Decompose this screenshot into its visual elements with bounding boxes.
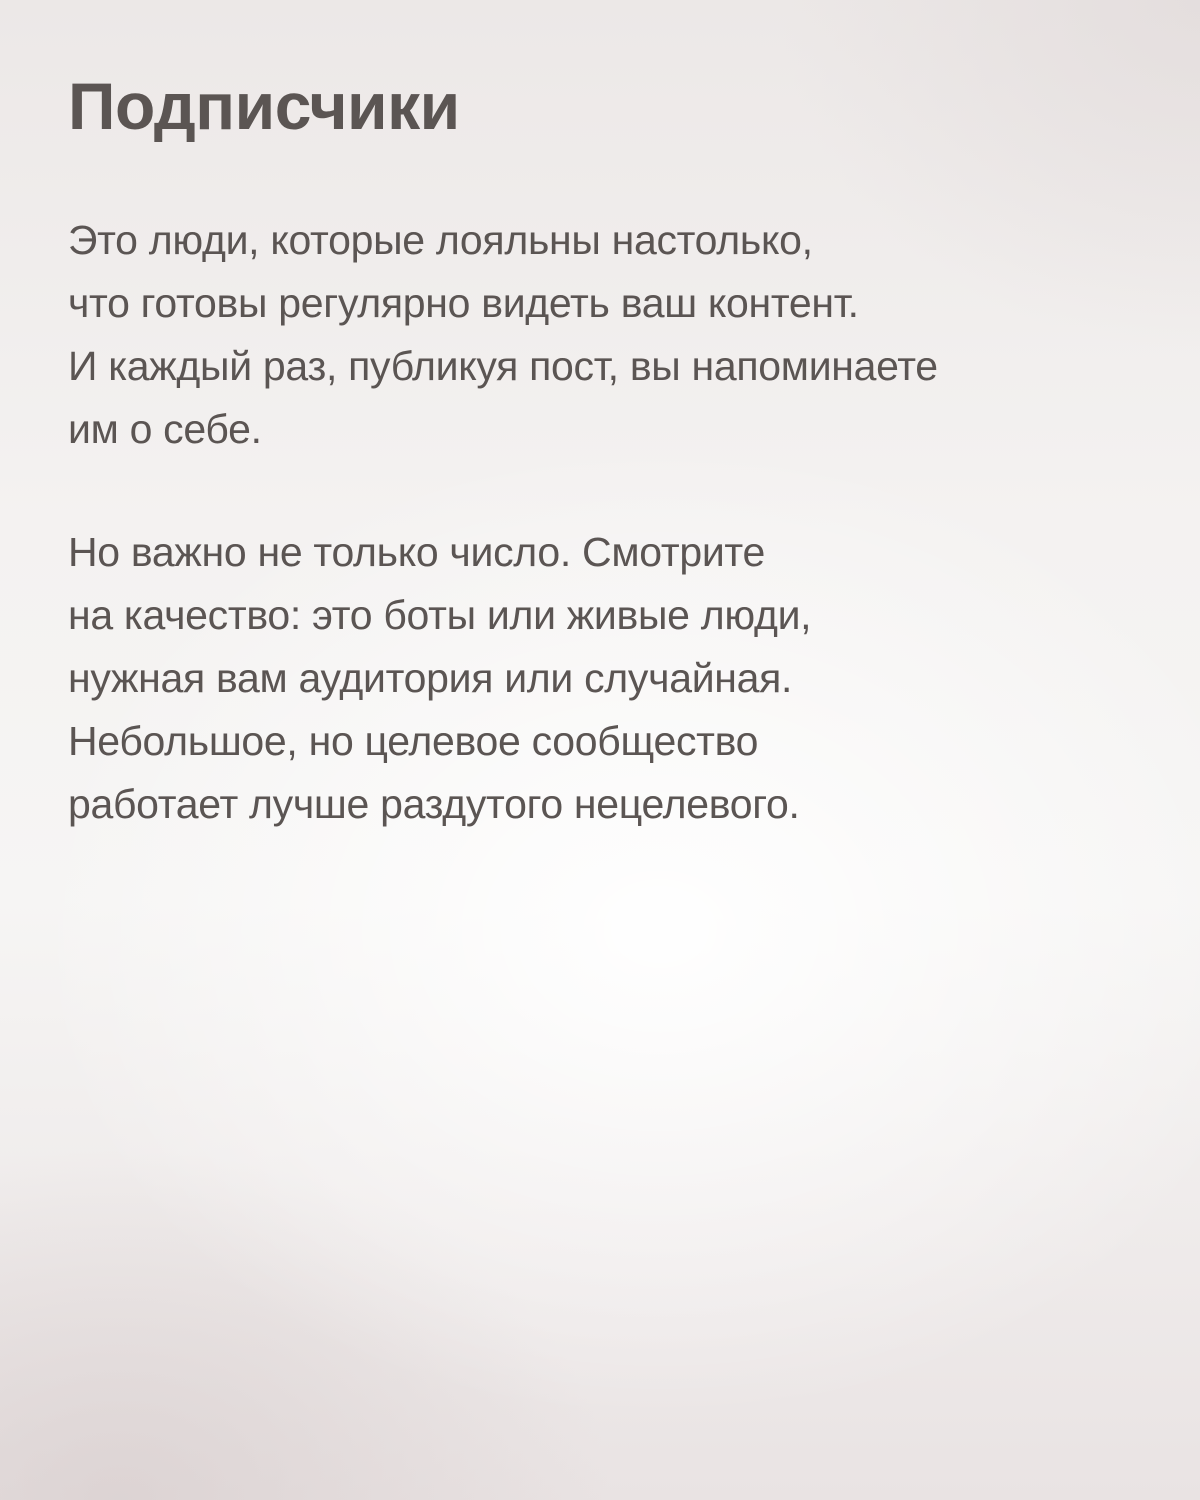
paragraph-quality-advice — [68, 521, 1168, 836]
text-line: Но важно не только число. Смотрите — [68, 529, 765, 575]
text-line: нужная вам аудитория или случайная. — [68, 655, 793, 701]
text-line: что готовы регулярно видеть ваш контент. — [68, 280, 859, 326]
slide-title: Подписчики — [68, 69, 460, 143]
paragraph-subscribers-definition — [68, 209, 1168, 461]
text-line: Небольшое, но целевое сообщество — [68, 718, 759, 764]
text-line: на качество: это боты или живые люди, — [68, 592, 812, 638]
text-line: им о себе. — [68, 406, 262, 452]
text-line: работает лучше раздутого нецелевого. — [68, 781, 800, 827]
text-line: И каждый раз, публикуя пост, вы напоминаете — [68, 343, 938, 389]
text-line: Это люди, которые лояльны настолько, — [68, 217, 813, 263]
